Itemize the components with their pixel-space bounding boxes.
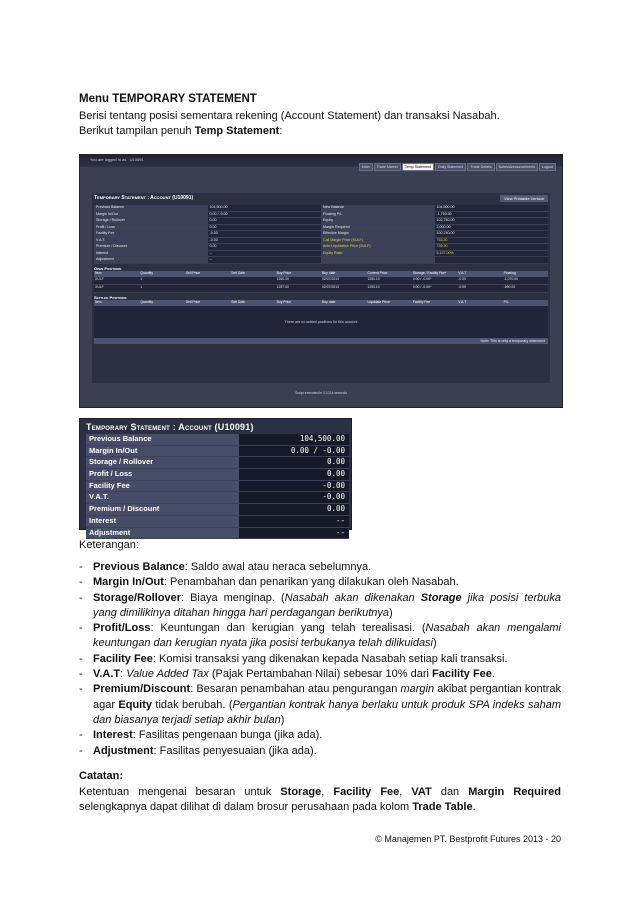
temp-statement-full-screenshot — [79, 154, 563, 408]
statement-value: 0.00 — [239, 457, 349, 468]
column-header: Buy Price — [276, 299, 292, 304]
definition: : Besaran penambahan atau pengurangan — [190, 683, 401, 696]
definition: : Keuntungan dan kerugian yang telah terealisasi. ( — [150, 622, 426, 635]
summary-value: 104,500.00 — [436, 205, 455, 209]
nav-item[interactable]: Notes/Announcements — [496, 163, 538, 171]
definition: tidak berubah. ( — [152, 698, 233, 711]
section-heading: Menu TEMPORARY STATEMENT — [79, 93, 257, 105]
paren: ) — [280, 713, 285, 726]
table-cell: 0.00 / -0.00* — [412, 284, 432, 289]
intro-line-2: Berikut tampilan penuh — [79, 125, 195, 137]
list-item — [79, 728, 561, 743]
term: V.A.T — [93, 668, 121, 681]
term: Storage/Rollover — [93, 591, 182, 604]
table-cell: -0.00 — [458, 276, 466, 281]
column-header: Storage / Facility Fee* — [412, 270, 447, 275]
statement-label: Profit / Loss — [86, 469, 239, 480]
temp-statement-zoom-screenshot — [79, 418, 352, 537]
intro-line-1: Berisi tentang posisi sementara rekening (Account Statement) dan transaksi Nasabah. — [79, 110, 500, 122]
summary-value: -0.00 — [209, 231, 218, 235]
definition: akibat pergantian kontrak agar — [93, 683, 561, 711]
summary-label: Effective Margin — [323, 231, 349, 235]
summary-value: 0.00 — [209, 224, 217, 229]
table-cell: XULF — [95, 284, 104, 289]
definition: : Komisi transaksi yang dikenakan kepada Nasabah setiap kali transaksi. — [152, 652, 508, 665]
paren: ) — [433, 637, 437, 650]
nav-item[interactable]: Main — [359, 163, 373, 171]
bold-term: VAT — [411, 786, 432, 798]
summary-value: 2,000.00 — [436, 224, 451, 229]
column-header: Sell Price — [185, 299, 201, 304]
summary-value: 739.30 — [436, 244, 448, 248]
summary-label: New Balance — [323, 205, 345, 209]
statement-value: -0.00 — [239, 492, 349, 503]
summary-value: 0.00 — [209, 244, 217, 248]
statement-label: Facility Fee — [86, 481, 239, 492]
intro-bold: Temp Statement — [194, 125, 280, 137]
statement-row — [86, 457, 349, 469]
statement-label: Previous Balance — [86, 434, 239, 445]
zoom-rows — [86, 434, 349, 539]
open-positions-title: Open Positions — [94, 265, 122, 271]
summary-label: V.A.T. — [96, 237, 106, 242]
nav-item[interactable]: Trade Market — [374, 163, 401, 171]
column-header: Sell Price — [185, 270, 201, 275]
login-status: You are logged in as : U10091 — [90, 157, 144, 162]
note-text: margin — [400, 683, 435, 696]
statement-value: 0.00 — [239, 504, 349, 515]
view-printable-button[interactable]: View Printable Version — [500, 195, 548, 202]
definition-list — [79, 560, 561, 759]
catatan-label: Catatan: — [79, 770, 124, 782]
column-header: Sell Date — [231, 299, 245, 304]
table-cell — [185, 277, 230, 284]
column-header: Buy date — [322, 270, 336, 275]
summary-label: Margin Required — [323, 224, 350, 229]
table-cell: 1250.10 — [367, 276, 380, 281]
column-header: Quantity — [140, 299, 154, 304]
term: Premium/Discount — [93, 683, 191, 696]
statement-row — [86, 481, 349, 493]
nav-menu — [358, 163, 556, 171]
list-item — [79, 667, 561, 682]
statement-value: 0.00 — [239, 469, 349, 480]
column-header: Facility Fee — [412, 299, 431, 304]
zoom-title: Temporary Statement : Account (U10091) — [86, 422, 254, 432]
column-header: Floating — [503, 270, 516, 275]
table-cell: 02/07/2013 — [322, 276, 340, 281]
statement-label: Adjustment — [86, 528, 239, 539]
settled-positions-title: Settled Positions — [94, 294, 127, 300]
summary-grid — [94, 205, 548, 344]
summary-label: Profit / Loss — [96, 224, 115, 229]
period: . — [491, 668, 495, 681]
list-item — [79, 744, 561, 759]
term: Facility Fee — [431, 668, 492, 681]
summary-label: Previous Balance — [96, 205, 124, 209]
text: selengkapnya dapat dilihat di dalam brosur perusahaan pada kolom — [79, 801, 413, 813]
summary-value: -- — [209, 250, 212, 255]
nav-item[interactable]: Trade Details — [467, 163, 494, 171]
summary-row — [94, 257, 548, 264]
note-text: jika posisi terbuka yang dimilikinya ditahan hingga hari perdagangan berikutnya — [93, 591, 561, 619]
table-row — [94, 277, 548, 285]
term: Facility Fee — [93, 652, 153, 665]
summary-label: Facility Fee — [96, 231, 115, 235]
table-cell: 02/07/2013 — [322, 284, 340, 289]
summary-value: 102,740.00 — [436, 218, 455, 222]
text: , — [399, 786, 412, 798]
table-cell: 1250.10 — [367, 284, 380, 289]
panel-title: Temporary Statement : Account (U10091) — [94, 195, 194, 201]
table-cell: -1,070.00 — [503, 276, 518, 281]
table-cell: 1 — [140, 276, 143, 281]
bold-term: Margin Required — [468, 786, 561, 798]
statement-row — [86, 492, 349, 504]
summary-cell — [208, 257, 322, 264]
list-item — [79, 652, 561, 667]
summary-label: Margin In/Out — [96, 211, 118, 216]
summary-label: Adjustment — [96, 257, 114, 261]
settled-empty-message: There are no settled positions for this account — [94, 306, 548, 338]
summary-value: -0.00 — [209, 237, 218, 242]
table-cell — [230, 277, 275, 284]
definition: : Fasilitas pengenaan bunga (jika ada). — [132, 729, 323, 742]
bold-term: Trade Table — [412, 801, 473, 813]
column-header: Buy date — [322, 299, 336, 304]
nav-item[interactable]: Temp Statement — [402, 163, 434, 171]
statement-row — [86, 504, 349, 516]
column-header: Buy Price — [276, 270, 292, 275]
summary-label: Interest — [96, 250, 108, 255]
paren: ) — [388, 606, 393, 619]
text: . — [472, 801, 476, 813]
summary-label: Equity Ratio — [323, 250, 343, 255]
summary-value: 0.00 — [209, 218, 217, 222]
table-row — [94, 285, 548, 293]
summary-cell — [94, 257, 208, 264]
keterangan-label: Keterangan: — [79, 539, 139, 551]
statement-label: V.A.T. — [86, 492, 239, 503]
statement-value: -- — [239, 516, 349, 527]
list-item — [79, 560, 561, 575]
column-header: Item — [95, 270, 102, 275]
intro-colon: : — [279, 125, 283, 137]
summary-label: Floating P/L — [323, 211, 343, 216]
definition: (Pajak Pertambahan Nilai) sebesar 10% dari — [208, 668, 432, 681]
summary-label: Storage / Rollover — [96, 218, 125, 222]
table-cell: 0.00 / -0.00* — [412, 276, 432, 281]
nav-item[interactable]: Daily Statement — [435, 163, 466, 171]
summary-value: -1,760.00 — [436, 211, 452, 216]
summary-label: Equity — [323, 218, 333, 222]
temporary-note: Note: This is only a temporary statement — [94, 338, 548, 344]
column-header: Current Price — [367, 270, 388, 275]
summary-cell — [435, 257, 549, 264]
summary-value: 5,137.00% — [436, 250, 454, 255]
definition: : Biaya menginap. ( — [181, 591, 285, 604]
statement-row — [86, 446, 349, 458]
summary-value: 100,740.00 — [436, 231, 455, 235]
statement-label: Storage / Rollover — [86, 457, 239, 468]
statement-row — [86, 516, 349, 528]
list-item — [79, 621, 561, 652]
column-header: V.A.T — [458, 270, 467, 275]
statement-value: -0.00 — [239, 481, 349, 492]
table-cell: 1257.00 — [276, 284, 289, 289]
summary-value: 0.00 / -0.00 — [209, 211, 228, 216]
settled-positions-header — [94, 300, 548, 306]
text: dan — [431, 786, 469, 798]
note-text: Value Added Tax — [126, 668, 209, 681]
page-footer: © Manajemen PT. Bestprofit Futures 2013 - 20 — [375, 834, 561, 844]
table-cell: 1260.00 — [276, 276, 289, 281]
statement-label: Margin In/Out — [86, 446, 239, 457]
column-header: Sell Date — [231, 270, 245, 275]
statement-label: Interest — [86, 516, 239, 527]
table-cell — [230, 285, 275, 292]
note-text: Nasabah akan mengalami keuntungan dan kerugian nyata jika posisi terbukanya telah dilikuidasi — [93, 622, 561, 650]
list-item — [79, 575, 561, 590]
summary-label: Premium / Discount — [96, 244, 128, 248]
statement-row — [86, 434, 349, 446]
column-header: V.A.T — [458, 299, 467, 304]
column-header: Liquidate Price — [367, 299, 390, 304]
summary-cell — [321, 257, 435, 264]
term: Margin In/Out — [93, 576, 164, 589]
statement-value: 0.00 / -0.00 — [239, 446, 349, 457]
table-cell: -0.00 — [458, 284, 466, 289]
statement-panel — [92, 193, 550, 383]
column-header: Quantity — [140, 270, 154, 275]
definition: : Saldo awal atau neraca sebelumnya. — [184, 561, 372, 573]
note-text: Nasabah akan dikenakan — [284, 591, 421, 604]
term: Profit/Loss — [93, 622, 151, 635]
statement-value: -- — [239, 528, 349, 539]
bold-term: Storage — [280, 786, 322, 798]
catatan-paragraph — [79, 785, 561, 815]
summary-value: -- — [209, 257, 212, 261]
term: Adjustment — [93, 744, 154, 757]
column-header: Item — [95, 299, 102, 304]
script-note: Script executed in 0.1014 seconds — [295, 391, 347, 395]
statement-value: 104,500.00 — [239, 434, 349, 445]
nav-item[interactable]: Logout — [539, 163, 556, 171]
summary-value: 763.30 — [436, 237, 448, 242]
table-cell: 1 — [140, 284, 143, 289]
note-bold: Storage — [420, 591, 462, 604]
note-text: Pergantian kontrak hanya berlaku untuk produk SPA indeks saham dan biasanya terjadi setiap akhir bulan — [93, 698, 562, 726]
term: Equity — [118, 698, 153, 711]
term: Previous Balance — [93, 561, 185, 573]
bold-term: Facility Fee — [333, 786, 400, 798]
table-cell — [185, 285, 230, 292]
summary-label: Call Margin Price (XULF) — [323, 237, 363, 242]
definition: : — [120, 668, 127, 681]
statement-label: Premium / Discount — [86, 504, 239, 515]
summary-value: 104,500.00 — [209, 205, 228, 209]
text: Ketentuan mengenai besaran untuk — [79, 786, 281, 798]
definition: : Fasilitas penyesuaian (jika ada). — [153, 744, 317, 757]
table-cell: -690.00 — [503, 284, 516, 289]
summary-label: Auto Liquidation Price (XULF) — [323, 244, 371, 248]
definition: : Penambahan dan penarikan yang dilakukan oleh Nasabah. — [163, 576, 459, 589]
list-item — [79, 682, 561, 728]
column-header: P/L — [503, 299, 509, 304]
term: Interest — [93, 729, 133, 742]
list-item — [79, 591, 561, 622]
text: , — [321, 786, 334, 798]
statement-row — [86, 469, 349, 481]
intro-paragraph — [79, 109, 561, 139]
table-cell: XULF — [95, 276, 104, 281]
